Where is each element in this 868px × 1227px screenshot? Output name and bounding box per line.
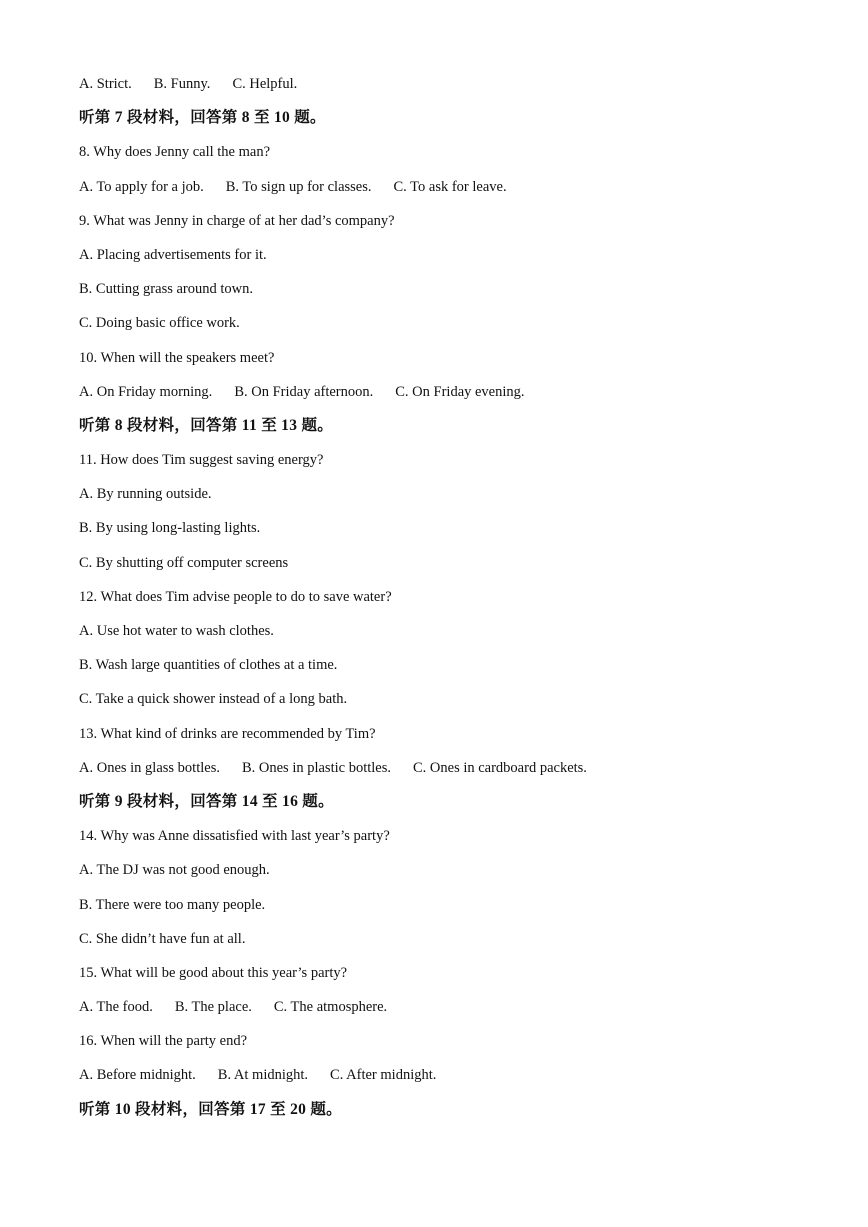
option: C. The atmosphere. (273, 999, 388, 1016)
option: A. The DJ was not good enough. (79, 862, 270, 879)
option: A. Placing advertisements for it. (79, 246, 267, 263)
question: 10. When will the speakers meet? (79, 349, 275, 366)
options-row (79, 378, 839, 412)
question: 9. What was Jenny in charge of at her dad’s company? (79, 212, 395, 229)
options-row (79, 70, 839, 104)
options-row (79, 173, 839, 207)
option: A. Before midnight. (79, 1067, 196, 1084)
option: C. She didn’t have fun at all. (79, 930, 246, 947)
question: 13. What kind of drinks are recommended by Tim? (79, 725, 376, 742)
options-row (79, 993, 839, 1027)
option: B. Ones in plastic bottles. (241, 759, 391, 776)
option: C. Take a quick shower instead of a long bath. (79, 691, 348, 708)
option: B. Wash large quantities of clothes at a time. (79, 657, 338, 674)
option: A. On Friday morning. (79, 383, 213, 400)
option: A. Use hot water to wash clothes. (79, 623, 274, 639)
question: 12. What does Tim advise people to do to save water? (79, 588, 392, 605)
option: C. Ones in cardboard packets. (412, 759, 587, 776)
option: A. Ones in glass bottles. (79, 759, 220, 776)
option: C. Doing basic office work. (79, 315, 240, 332)
question: 14. Why was Anne dissatisfied with last year’s party? (79, 828, 390, 845)
section-heading: 听第 10 段材料，回答第 17 至 20 题。 (79, 1100, 342, 1118)
option: B. The place. (174, 999, 252, 1016)
document-page (79, 70, 839, 1130)
option: B. There were too many people. (79, 896, 266, 913)
option: A. To apply for a job. (79, 178, 204, 195)
section-heading: 听第 7 段材料，回答第 8 至 10 题。 (79, 109, 326, 127)
section-heading: 听第 9 段材料，回答第 14 至 16 题。 (79, 792, 334, 810)
question: 15. What will be good about this year’s party? (79, 964, 348, 981)
option: C. After midnight. (330, 1067, 437, 1084)
option: C. To ask for leave. (393, 178, 507, 195)
options-row (79, 754, 839, 788)
option: B. To sign up for classes. (225, 178, 372, 195)
option: C. On Friday evening. (395, 383, 525, 400)
option: C. By shutting off computer screens (79, 554, 289, 571)
option: A. By running outside. (79, 486, 212, 503)
option: C. Helpful. (232, 76, 298, 92)
option: A. Strict. (79, 76, 132, 92)
option: B. Cutting grass around town. (79, 281, 253, 298)
question: 16. When will the party end? (79, 1033, 248, 1050)
question: 11. How does Tim suggest saving energy? (79, 452, 324, 469)
option: B. By using long-lasting lights. (79, 520, 261, 537)
question: 8. Why does Jenny call the man? (79, 144, 270, 161)
option: A. The food. (79, 999, 153, 1016)
option: B. Funny. (153, 76, 211, 92)
section-heading: 听第 8 段材料，回答第 11 至 13 题。 (79, 416, 334, 434)
option: B. On Friday afternoon. (234, 383, 374, 400)
options-row (79, 1061, 839, 1095)
option: B. At midnight. (217, 1067, 309, 1084)
